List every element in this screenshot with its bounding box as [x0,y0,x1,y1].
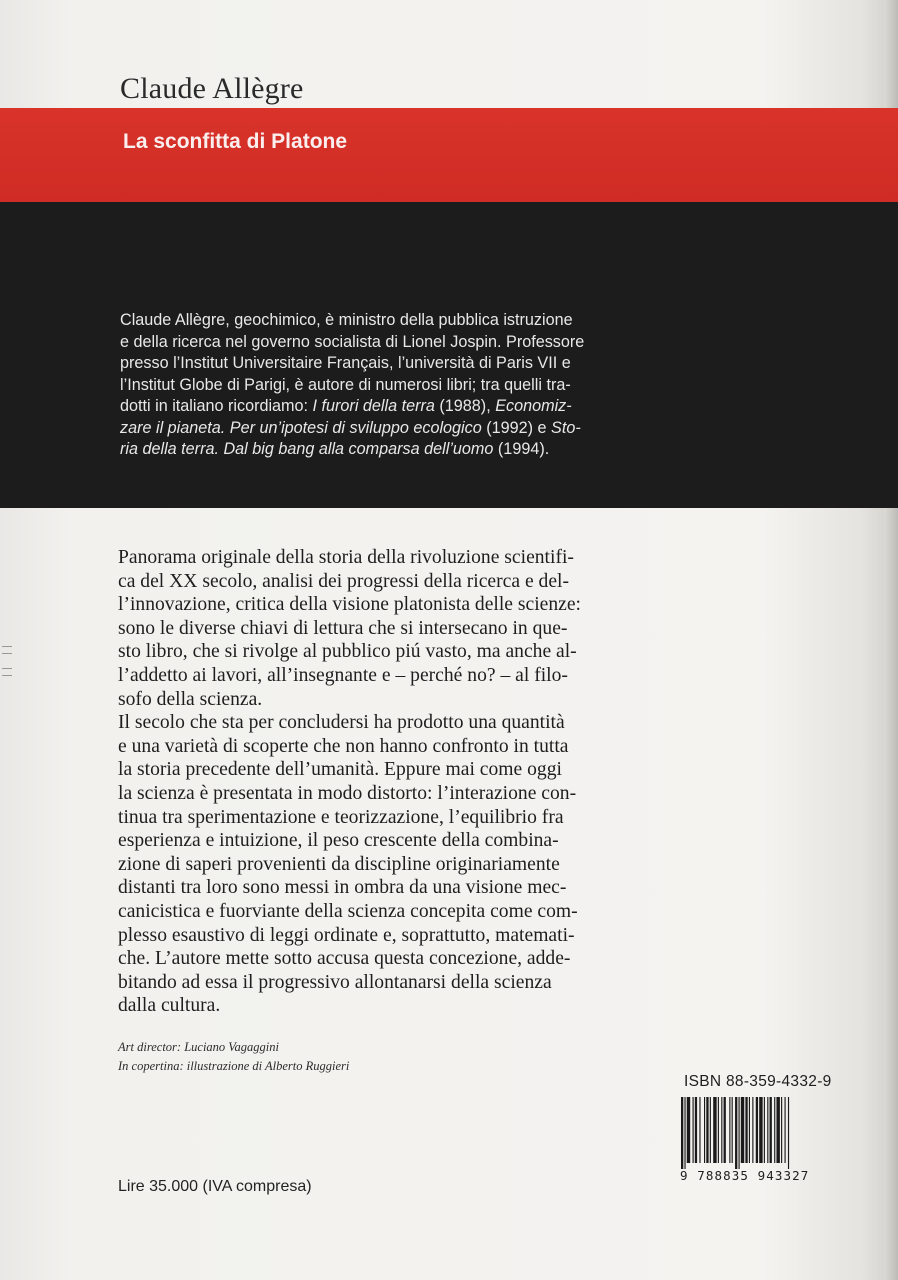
bio-line: e della ricerca nel governo socialista di Lionel Jospin. Professore [120,332,585,351]
barcode-bar [699,1097,700,1163]
blurb-line: tinua tra sperimentazione e teorizzazione, l’equilibrio fra [118,806,564,828]
blurb-line: esperienza e intuizione, il peso crescente della combina- [118,830,559,852]
blurb-line: l’innovazione, critica della visione platonista delle scienze: [118,594,581,616]
cover-illustration-credit: In copertina: illustrazione di Alberto Ruggieri [118,1059,350,1073]
author-bio [120,310,840,461]
bio-line: l’Institut Globe di Parigi, è autore di numerosi libri; tra quelli tra- [120,375,571,394]
isbn-label: ISBN 88-359-4332-9 [684,1073,832,1090]
barcode-bar [781,1097,782,1163]
barcode-bar [684,1097,685,1169]
barcode-bar [756,1097,758,1163]
barcode-bar [710,1097,711,1163]
barcode-bar [741,1097,744,1163]
blurb-line: canicistica e fuorviante della scienza concepita come com- [118,900,578,922]
bio-line: Claude Allègre, geochimico, è ministro della pubblica istruzione [120,311,573,329]
barcode-bar [721,1097,722,1163]
bio-line: (1994). [493,440,550,458]
blurb-line: l’addetto ai lavori, all’insegnante e – perché no? – al filo- [118,664,568,686]
barcode-bar [706,1097,708,1163]
barcode-bar [735,1097,737,1169]
bio-line: presso l’Institut Universitaire Français, l’università di Paris VII e [120,354,571,372]
art-director-credit: Art director: Luciano Vagaggini [118,1040,279,1054]
barcode-bar [770,1097,772,1163]
barcode-bar [732,1097,733,1163]
blurb-line: la scienza è presentata in modo distorto: l’interazione con- [118,782,577,804]
barcode [680,1097,826,1169]
blurb-line: sono le diverse chiavi di lettura che si intersecano in que- [118,617,568,639]
bio-book-title: zare il pianeta. Per un’ipotesi di sviluppo ecologico [120,418,482,437]
barcode-bar [745,1097,747,1163]
barcode-bar [695,1097,697,1163]
blurb-line: sto libro, che si rivolge al pubblico piú vasto, ma anche al- [118,641,577,663]
blurb-line: Il secolo che sta per concludersi ha prodotto una quantità [118,712,565,734]
bio-line: (1992) e [481,418,552,437]
barcode-bar [681,1097,683,1169]
barcode-bar [729,1097,730,1163]
bio-band [0,202,898,508]
blurb-line: Panorama originale della storia della rivoluzione scientifi- [118,547,574,568]
barcode-bar [704,1097,705,1163]
blurb-line: plesso esaustivo di leggi ordinate e, soprattutto, matemati- [118,924,575,946]
bio-book-title: I furori della terra [312,397,435,415]
barcode-bar [776,1097,779,1163]
barcode-bar [713,1097,716,1163]
blurb-line: che. L’autore mette sotto accusa questa concezione, adde- [118,948,571,970]
barcode-bar [687,1097,690,1163]
blurb-line: zione di saperi provenienti da discipline originariamente [118,853,560,875]
price: Lire 35.000 (IVA compresa) [118,1178,312,1195]
barcode-bar [774,1097,775,1163]
blurb-line: la storia precedente dell’umanità. Eppure mai come oggi [118,759,562,781]
blurb-line: ca del XX secolo, analisi dei progressi della ricerca e del- [118,570,570,592]
bio-book-title: Economiz- [495,397,572,415]
barcode-bar [785,1097,786,1163]
book-title: La sconfitta di Platone [123,130,348,153]
bio-line: dotti in italiano ricordiamo: [120,397,313,415]
bio-book-title: Sto- [551,418,581,437]
blurb-line: distanti tra loro sono messi in ombra da una visione mec- [118,877,567,899]
bio-line: (1988), [434,397,496,415]
blurb-line: sofo della scienza. [118,688,263,710]
barcode-digits: 9 788835 943327 [680,1168,810,1183]
barcode-bar [739,1097,740,1169]
barcode-bar [767,1097,768,1163]
blurb-line: bitando ad essa il progressivo allontanarsi della scienza [118,971,552,993]
title-band [0,108,898,202]
margin-mark [2,646,12,654]
bio-book-title: ria della terra. Dal big bang alla comparsa dell’uomo [120,440,494,458]
barcode-bar [749,1097,750,1163]
barcode-bar [788,1097,789,1169]
barcode-bar [724,1097,726,1163]
barcode-bar [752,1097,753,1163]
barcode-bar [764,1097,765,1163]
margin-mark [2,668,12,676]
blurb-text [118,546,838,1018]
credits [118,1038,349,1076]
author-name: Claude Allègre [120,72,304,105]
blurb-line: e una varietà di scoperte che non hanno confronto in tutta [118,735,569,757]
blurb-line: dalla cultura. [118,995,221,1017]
barcode-bar [693,1097,694,1163]
barcode-bar [718,1097,719,1163]
barcode-bar [759,1097,762,1163]
